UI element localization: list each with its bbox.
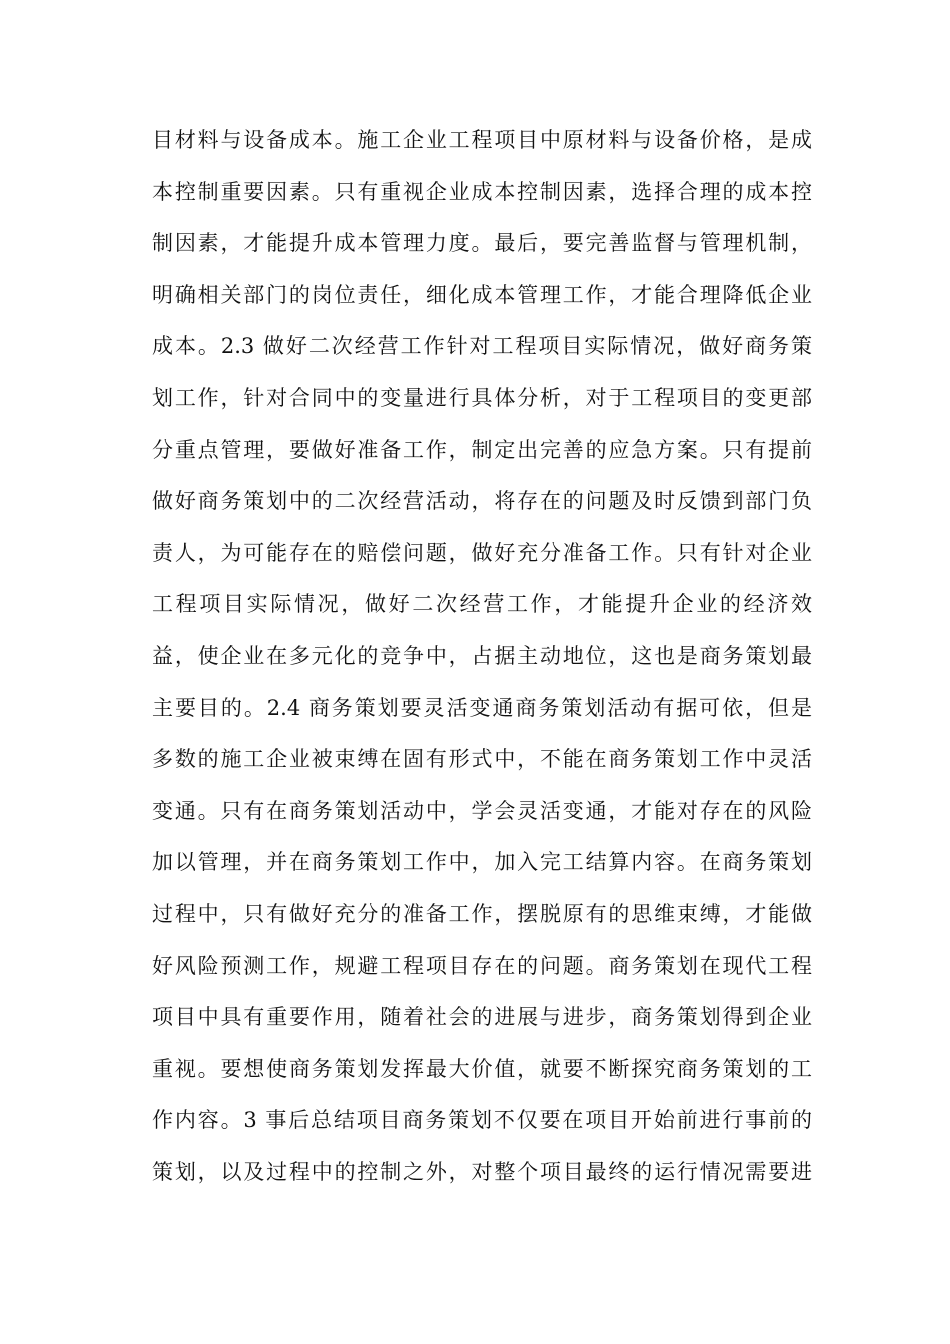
text-line: 成本。2.3 做好二次经营工作针对工程项目实际情况，做好商务策 xyxy=(152,334,812,359)
text-line: 好风险预测工作，规避工程项目存在的问题。商务策划在现代工程 xyxy=(152,953,812,978)
text-line: 过程中，只有做好充分的准备工作，摆脱原有的思维束缚，才能做 xyxy=(152,901,812,926)
text-line: 重视。要想使商务策划发挥最大价值，就要不断探究商务策划的工 xyxy=(152,1056,812,1081)
text-line: 分重点管理，要做好准备工作，制定出完善的应急方案。只有提前 xyxy=(152,437,812,462)
text-line: 责人，为可能存在的赔偿问题，做好充分准备工作。只有针对企业 xyxy=(152,540,812,565)
text-line: 益，使企业在多元化的竞争中，占据主动地位，这也是商务策划最 xyxy=(152,643,812,668)
text-line: 工程项目实际情况，做好二次经营工作，才能提升企业的经济效 xyxy=(152,592,812,617)
text-line: 策划，以及过程中的控制之外，对整个项目最终的运行情况需要进 xyxy=(152,1159,812,1184)
text-line: 做好商务策划中的二次经营活动，将存在的问题及时反馈到部门负 xyxy=(152,489,812,514)
text-line: 目材料与设备成本。施工企业工程项目中原材料与设备价格，是成 xyxy=(152,128,812,152)
text-line: 项目中具有重要作用，随着社会的进展与进步，商务策划得到企业 xyxy=(152,1005,812,1030)
text-line: 明确相关部门的岗位责任，细化成本管理工作，才能合理降低企业 xyxy=(152,282,812,307)
text-line: 本控制重要因素。只有重视企业成本控制因素，选择合理的成本控 xyxy=(152,179,812,204)
text-line: 划工作，针对合同中的变量进行具体分析，对于工程项目的变更部 xyxy=(152,385,812,410)
text-line: 变通。只有在商务策划活动中，学会灵活变通，才能对存在的风险 xyxy=(152,798,812,823)
text-line: 制因素，才能提升成本管理力度。最后，要完善监督与管理机制， xyxy=(152,231,812,256)
text-line: 加以管理，并在商务策划工作中，加入完工结算内容。在商务策划 xyxy=(152,850,812,875)
text-line: 作内容。3 事后总结项目商务策划不仅要在项目开始前进行事前的 xyxy=(152,1108,812,1133)
text-line: 多数的施工企业被束缚在固有形式中，不能在商务策划工作中灵活 xyxy=(152,747,812,772)
text-line: 主要目的。2.4 商务策划要灵活变通商务策划活动有据可依，但是 xyxy=(152,695,812,720)
body-text xyxy=(152,118,812,1201)
